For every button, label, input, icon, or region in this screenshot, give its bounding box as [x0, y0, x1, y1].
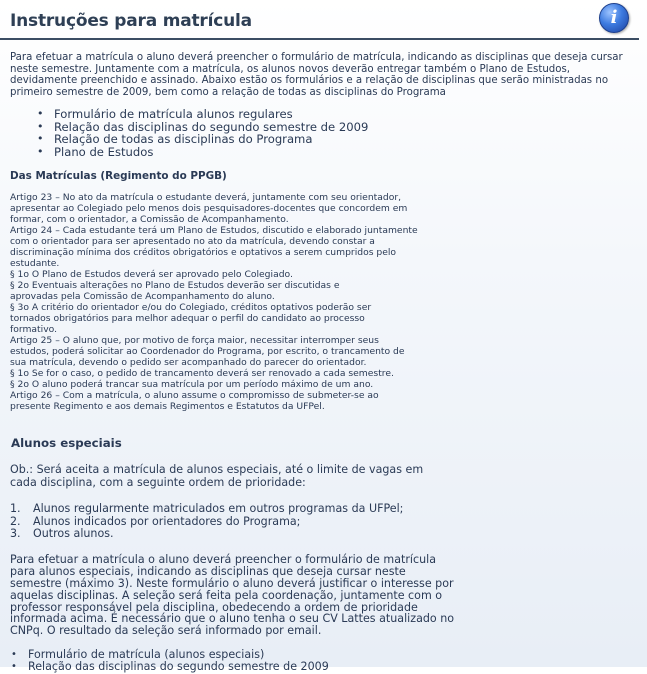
especiais-obs: Ob.: Será aceita a matrícula de alunos especiais, até o limite de vagas em cada disciplina, com a seguinte ordem de prioridade: [10, 463, 424, 489]
regimento-line: formativo. [10, 324, 58, 335]
regimento-line: Artigo 25 – O aluno que, por motivo de força maior, necessitar interromper seus [10, 335, 379, 346]
regimento-line: § 2o Eventuais alterações no Plano de Estudos deverão ser discutidas e [10, 280, 340, 291]
regimento-line: tornados obrigatórios para melhor adequar o perfil do candidato ao processo [10, 313, 365, 324]
priority-number: 1. [10, 502, 21, 516]
list-item [10, 503, 637, 515]
regimento-line: Artigo 24 – Cada estudante terá um Plano de Estudos, discutido e elaborado juntamente [10, 225, 418, 236]
page-title: Instruções para matrícula [10, 11, 252, 31]
regimento-line: Artigo 26 – Com a matrícula, o aluno assume o compromisso de submeter-se ao [10, 390, 379, 401]
link-todas-disciplinas[interactable]: Relação de todas as disciplinas do Programa [54, 132, 313, 147]
regimento-line: § 2o O aluno poderá trancar sua matrícula por um período máximo de um ano. [10, 379, 374, 390]
matriculas-heading: Das Matrículas (Regimento do PPGB) [10, 170, 227, 182]
regimento-line: presente Regimento e aos demais Regimentos e Estatutos da UFPel. [10, 401, 325, 412]
main-content [0, 40, 647, 674]
regimento-line: Artigo 23 – No ato da matrícula o estudante deverá, juntamente com seu orientador, [10, 192, 402, 203]
regimento-line: estudos, poderá solicitar ao Coordenador do Programa, por escrito, o trancamento de [10, 346, 405, 357]
intro-paragraph: Para efetuar a matrícula o aluno deverá preencher o formulário de matrícula, indicando as disciplinas que deseja cursar neste semestre. Juntamente com a matrícula, os alunos novos deverão entregar também o Plano de Estudos, devidamente preenchido e assinado. Abaixo estão os formulários e a relação de disciplinas que serão ministradas no primeiro semestre de 2009, bem como a relação de todas as disciplinas do Programa [10, 52, 623, 98]
link-disciplinas-segundo-semestre[interactable]: Relação das disciplinas do segundo semestre de 2009 [54, 119, 369, 134]
regimento-line: discriminação mínima dos créditos obrigatórios e optativos a serem cumpridos pelo [10, 247, 397, 258]
especiais-instructions: Para efetuar a matrícula o aluno deverá preencher o formulário de matrícula para alunos especiais, indicando as disciplinas que deseja cursar neste semestre (máximo 3). Neste formulário o aluno deverá justificar o interesse por aquelas disciplinas. A seleção será feita pela coordenação, juntamente com o professor responsável pela disciplina, obedecendo a ordem de prioridade informada acima. É necessário que o aluno tenha o seu CV Lattes atualizado no CNPq. O resultado da seleção será informado por email. [10, 553, 455, 638]
page-header [0, 0, 639, 40]
regimento-line: formar, com o orientador, a Comissão de Acompanhamento. [10, 214, 289, 225]
priority-number: 3. [10, 527, 21, 540]
list-item [54, 146, 637, 158]
link-formulario-regulares[interactable]: Formulário de matrícula alunos regulares [54, 107, 293, 122]
regimento-line: § 1o Se for o caso, o pedido de trancamento deverá ser renovado a cada semestre. [10, 368, 394, 379]
priority-number: 2. [10, 514, 21, 528]
priority-text: Alunos regularmente matriculados em outros programas da UFPel; [33, 502, 404, 516]
regimento-text [10, 192, 430, 412]
regimento-line: sua matrícula, devendo o pedido ser acompanhado do parecer do orientador. [10, 357, 367, 368]
regimento-line: aprovadas pela Comissão de Acompanhamento do aluno. [10, 291, 275, 302]
alunos-especiais-heading: Alunos especiais [11, 436, 122, 450]
regimento-line: § 3o A critério do orientador e/ou do Colegiado, créditos optativos poderão ser [10, 302, 372, 313]
regimento-line: § 1o O Plano de Estudos deverá ser aprovado pelo Colegiado. [10, 269, 293, 280]
list-item [10, 528, 637, 540]
regimento-line: estudante. [10, 258, 60, 269]
priority-list [10, 503, 637, 540]
regimento-line: apresentar ao Colegiado pelo menos dois pesquisadores-docentes que concordem em [10, 203, 408, 214]
document-links [10, 108, 637, 158]
list-item [28, 661, 637, 673]
link-plano-estudos[interactable]: Plano de Estudos [54, 144, 154, 159]
info-icon[interactable]: i [599, 3, 629, 33]
link-formulario-especiais[interactable]: Formulário de matrícula (alunos especiais) [28, 647, 265, 661]
link-disciplinas-segundo-semestre-especiais[interactable]: Relação das disciplinas do segundo semestre de 2009 [28, 660, 329, 674]
regimento-line: com o orientador para ser apresentado no ato da matrícula, devendo constar a [10, 236, 375, 247]
especiais-links [10, 649, 637, 674]
priority-text: Outros alunos. [33, 527, 114, 540]
priority-text: Alunos indicados por orientadores do Programa; [33, 514, 301, 528]
